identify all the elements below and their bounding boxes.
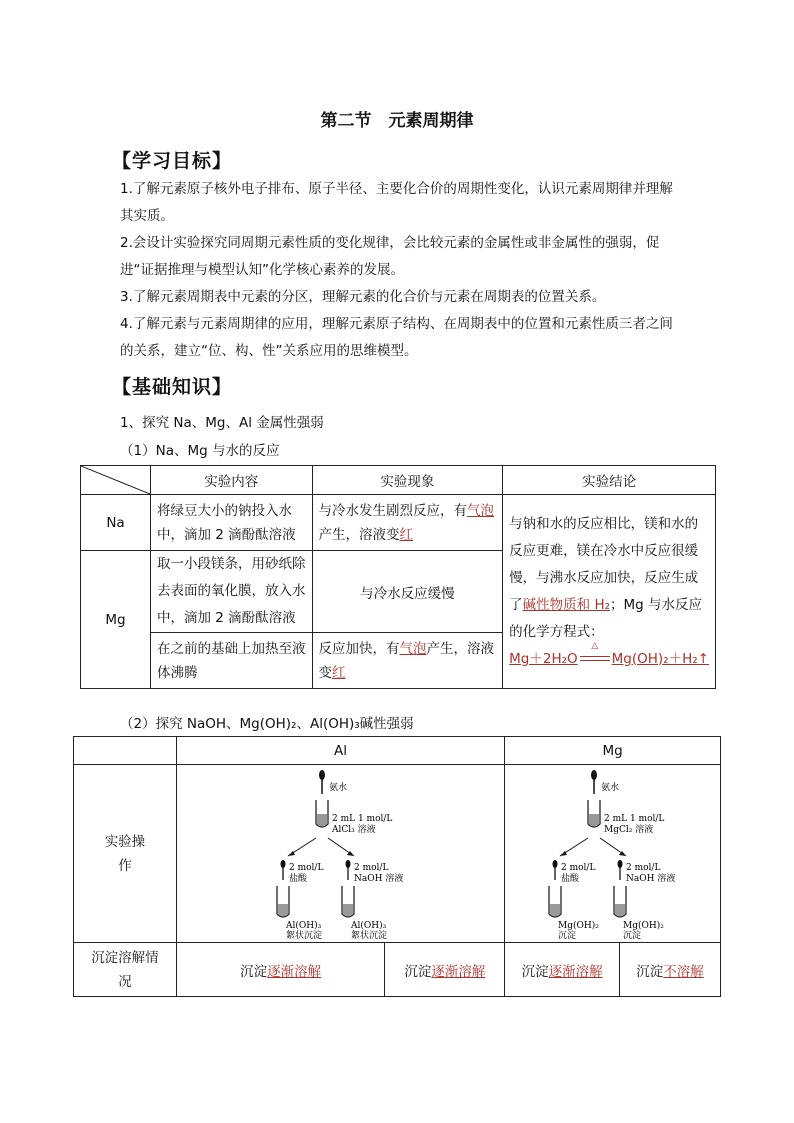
- split-arrows-icon: [560, 838, 626, 856]
- mg-content-2: 在之前的基础上加热至液体沸腾: [151, 633, 313, 689]
- svg-text:Mg(OH)₂: Mg(OH)₂: [622, 920, 664, 931]
- equation: Mg＋2H₂O △ Mg(OH)₂＋H₂↑: [509, 640, 709, 667]
- answer-blank: 逐渐溶解: [548, 963, 603, 980]
- svg-text:MgCl₂ 溶液: MgCl₂ 溶液: [603, 824, 653, 835]
- mg-result-right: 沉淀不溶解: [620, 943, 721, 997]
- hydroxide-basicity-table: [73, 736, 721, 997]
- goal-item: 1.了解元素原子核外电子排布、原子半径、主要化合价的周期性变化，认识元素周期律并理解其实质。: [120, 181, 673, 224]
- dropper-icon: [319, 770, 325, 794]
- test-tube-icon: [277, 886, 289, 917]
- conclusion-cell: 与钠和水的反应相比，镁和水的反应更难，镁在冷水中反应很缓慢，与沸水反应加快，反应生成了碱性物质和 H₂；Mg 与水反应的化学方程式：Mg＋2H₂O △ Mg(OH)₂＋H₂↑: [503, 495, 716, 689]
- goal-item: 2.会设计实验探究同周期元素性质的变化规律，会比较元素的金属性或非金属性的强弱，促进“证据推理与模型认知”化学核心素养的发展。: [120, 235, 660, 278]
- answer-blank: 气泡: [467, 502, 494, 519]
- svg-text:NaOH 溶液: NaOH 溶液: [625, 873, 675, 884]
- goals-heading: 【学习目标】: [112, 150, 233, 172]
- svg-text:沉淀: 沉淀: [557, 930, 576, 940]
- test-tube-icon: [316, 800, 328, 827]
- svg-text:2 mol/L: 2 mol/L: [560, 862, 596, 873]
- goal-item: 3.了解元素周期表中元素的分区，理解元素的化合价与元素在周期表的位置关系。: [120, 289, 606, 305]
- dropper-icon: [617, 860, 622, 880]
- svg-text:Al(OH)₃: Al(OH)₃: [285, 920, 321, 931]
- svg-text:盐酸: 盐酸: [560, 873, 579, 884]
- answer-blank: 不溶解: [663, 963, 704, 980]
- svg-text:2 mL 1 mol/L: 2 mL 1 mol/L: [603, 813, 664, 824]
- diagonal-header-cell: [81, 466, 151, 495]
- row-label-na: Na: [81, 495, 151, 551]
- svg-text:盐酸: 盐酸: [288, 873, 307, 884]
- header-observation: 实验现象: [312, 466, 503, 495]
- na-mg-water-table: [80, 465, 716, 689]
- svg-text:Mg(OH)₂: Mg(OH)₂: [557, 920, 599, 931]
- answer-blank: 碱性物质和 H₂: [522, 596, 611, 613]
- test-tube-icon: [549, 886, 561, 917]
- dropper-icon: [280, 860, 285, 880]
- svg-text:2 mL 1 mol/L: 2 mL 1 mol/L: [331, 813, 392, 824]
- svg-text:氨水: 氨水: [600, 782, 619, 793]
- page-title: 第二节 元素周期律: [320, 111, 474, 131]
- mg-observation-2: 反应加快，有气泡产生，溶液变红: [312, 633, 503, 689]
- mg-result-left: 沉淀逐渐溶解: [505, 943, 620, 997]
- row-label-mg: Mg: [81, 551, 151, 689]
- test-tube-icon: [614, 886, 626, 917]
- mg-diagram-cell: [505, 765, 721, 943]
- na-content: 将绿豆大小的钠投入水中，滴加 2 滴酚酞溶液: [151, 495, 313, 551]
- subtopic-heading: （2）探究 NaOH、Mg(OH)₂、Al(OH)₃碱性强弱: [120, 716, 414, 732]
- test-tube-icon: [342, 886, 354, 917]
- dropper-icon: [552, 860, 557, 880]
- header-al: Al: [176, 737, 504, 765]
- goal-item: 4.了解元素与元素周期律的应用，理解元素原子结构、在周期表中的位置和元素性质三者之间的关系，建立“位、构、性”关系应用的思维模型。: [120, 316, 673, 359]
- answer-blank: 气泡: [399, 640, 427, 657]
- header-mg: Mg: [505, 737, 721, 765]
- basics-heading: 【基础知识】: [112, 376, 233, 398]
- svg-text:氨水: 氨水: [328, 782, 347, 793]
- svg-text:2 mol/L: 2 mol/L: [625, 862, 661, 873]
- answer-blank: 红: [399, 526, 413, 543]
- row-label-operation: 实验操作: [74, 765, 177, 943]
- answer-blank: 逐渐溶解: [431, 963, 486, 980]
- na-observation: 与冷水发生剧烈反应，有气泡产生，溶液变红: [312, 495, 503, 551]
- al-experiment-diagram: [266, 768, 416, 940]
- row-label-result: 沉淀溶解情况: [74, 943, 177, 997]
- svg-text:絮状沉淀: 絮状沉淀: [350, 930, 387, 940]
- al-result-right: 沉淀逐渐溶解: [385, 943, 505, 997]
- al-diagram-cell: [176, 765, 504, 943]
- svg-text:沉淀: 沉淀: [622, 930, 641, 940]
- dropper-icon: [345, 860, 350, 880]
- subtopic-heading: （1）Na、Mg 与水的反应: [120, 443, 280, 459]
- header-content: 实验内容: [151, 466, 313, 495]
- topic-heading: 1、探究 Na、Mg、Al 金属性强弱: [120, 415, 324, 431]
- answer-blank: 逐渐溶解: [267, 963, 322, 980]
- header-conclusion: 实验结论: [503, 466, 716, 495]
- mg-content-1: 取一小段镁条，用砂纸除去表面的氧化膜，放入水中，滴加 2 滴酚酞溶液: [151, 551, 313, 633]
- svg-text:AlCl₃ 溶液: AlCl₃ 溶液: [331, 824, 376, 835]
- mg-experiment-diagram: [538, 768, 688, 940]
- svg-text:Al(OH)₃: Al(OH)₃: [350, 920, 386, 931]
- svg-text:2 mol/L: 2 mol/L: [353, 862, 388, 873]
- empty-header-cell: [74, 737, 177, 765]
- answer-blank: 红: [332, 664, 346, 681]
- svg-text:絮状沉淀: 絮状沉淀: [285, 930, 322, 940]
- test-tube-icon: [588, 800, 600, 827]
- mg-observation-1: 与冷水反应缓慢: [312, 551, 503, 633]
- dropper-icon: [591, 770, 597, 794]
- svg-text:2 mol/L: 2 mol/L: [288, 862, 323, 873]
- al-result-left: 沉淀逐渐溶解: [176, 943, 385, 997]
- svg-text:NaOH 溶液: NaOH 溶液: [353, 873, 403, 884]
- split-arrows-icon: [288, 838, 354, 856]
